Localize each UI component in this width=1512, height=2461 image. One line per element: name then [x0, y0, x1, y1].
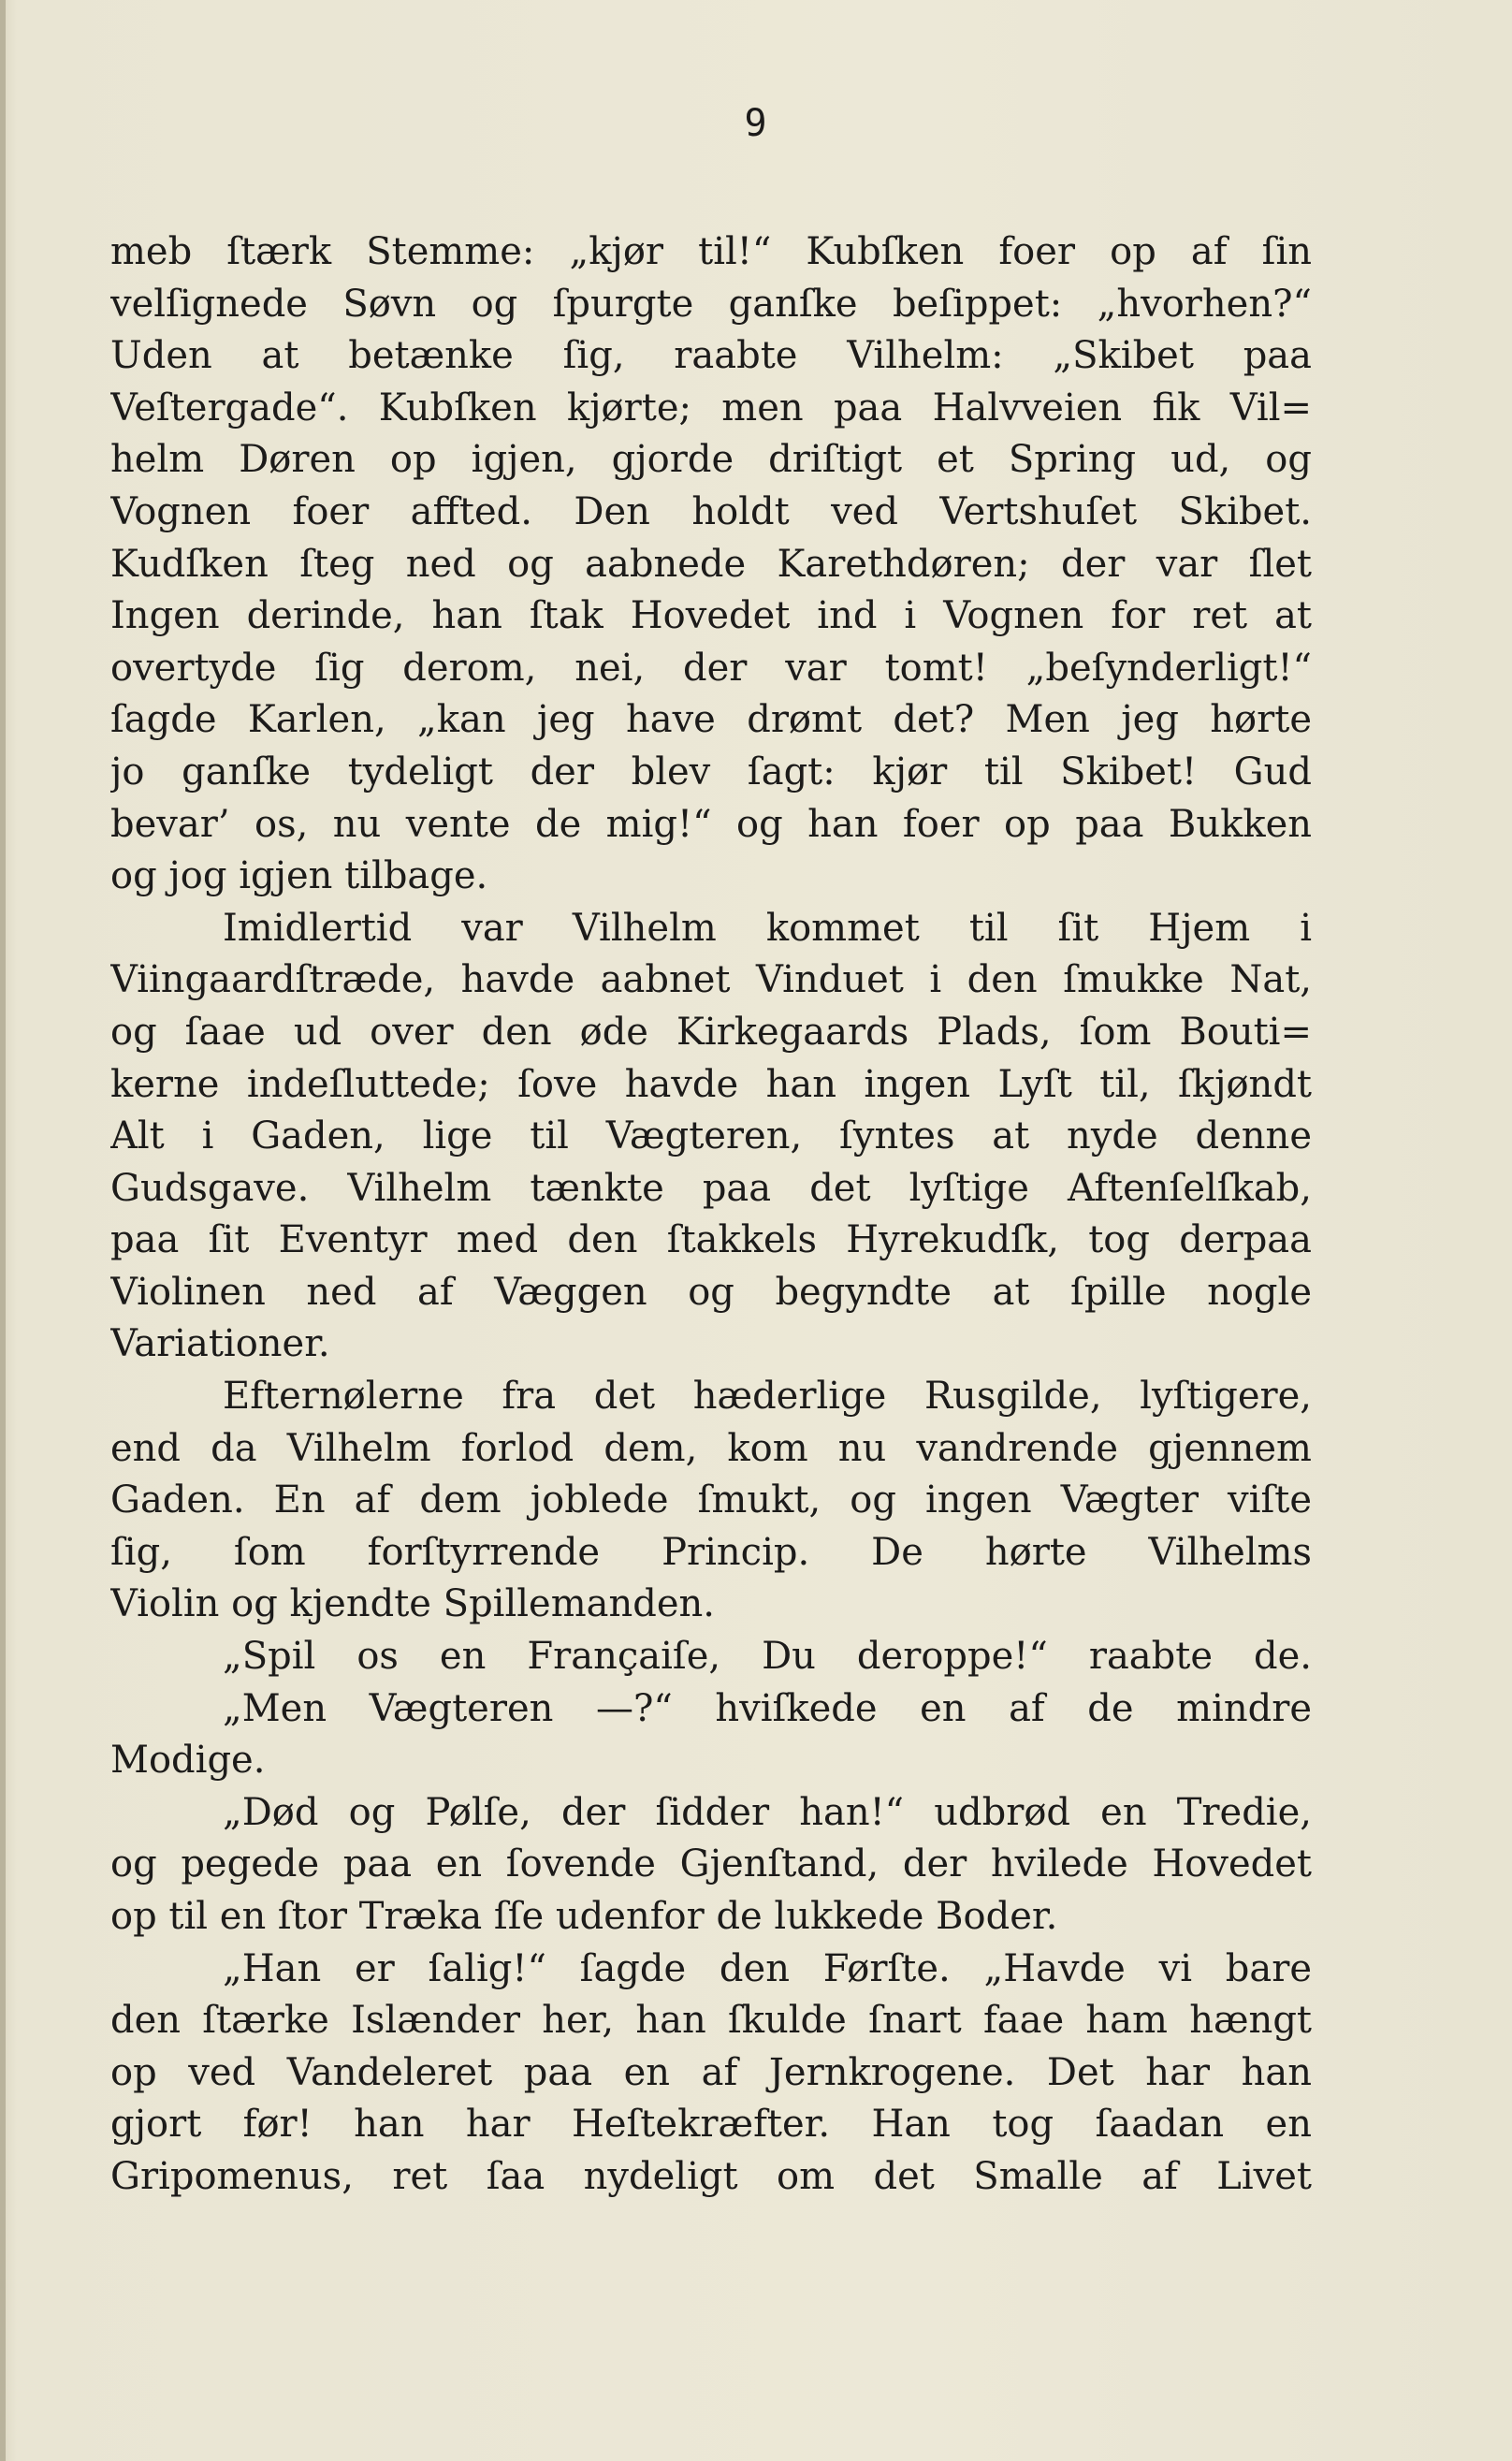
text-line: Kudſken ſteg ned og aabnede Karethdøren; der var ſlet: [110, 542, 1312, 586]
text-line: „Død og Pølſe, der ſidder han!“ udbrød en Tredie,: [223, 1790, 1312, 1834]
text-line: op til en ſtor Træka ſſe udenfor de lukkede Boder.: [110, 1895, 1058, 1938]
text-line: ſagde Karlen, „kan jeg have drømt det? Men jeg hørte: [110, 698, 1312, 742]
text-line: kerne indeſluttede; ſove havde han ingen Lyſt til, ſkjøndt: [110, 1062, 1312, 1106]
text-line: bevar’ os, nu vente de mig!“ og han foer op paa Bukken: [110, 802, 1312, 846]
text-line: Gaden. En af dem joblede ſmukt, og ingen Vægter viſte: [110, 1478, 1312, 1522]
text-line: Variationer.: [110, 1322, 330, 1366]
text-line: overtyde ſig derom, nei, der var tomt! „beſynderligt!“: [110, 646, 1312, 690]
text-line: og jog igjen tilbage.: [110, 854, 488, 898]
text-line: Gripomenus, ret ſaa nydeligt om det Smalle af Livet: [110, 2154, 1312, 2198]
text-line: velſignede Søvn og ſpurgte ganſke beſippet: „hvorhen?“: [110, 282, 1312, 326]
text-line: „Men Vægteren —?“ hviſkede en af de mindre: [223, 1686, 1312, 1730]
text-line: Alt i Gaden, lige til Vægteren, ſyntes at nyde denne: [110, 1114, 1312, 1158]
text-line: meb ſtærk Stemme: „kjør til!“ Kubſken foer op af ſin: [110, 230, 1312, 273]
page-number: 9: [744, 102, 768, 145]
text-line: „Han er ſalig!“ ſagde den Førſte. „Havde vi bare: [223, 1946, 1312, 1990]
text-line: Veſtergade“. Kubſken kjørte; men paa Halvveien fik Vil=: [110, 386, 1312, 430]
text-line: gjort før! han har Heſtekræfter. Han tog ſaadan en: [110, 2103, 1312, 2147]
text-line: ſig, ſom forſtyrrende Princip. De hørte Vilhelms: [110, 1530, 1312, 1574]
text-line: „Spil os en Françaiſe, Du deroppe!“ raabte de.: [223, 1635, 1312, 1679]
text-line: og ſaae ud over den øde Kirkegaards Plads, ſom Bouti=: [110, 1010, 1312, 1054]
text-line: den ſtærke Islænder her, han ſkulde ſnart faae ham hængt: [110, 1999, 1312, 2043]
text-line: Efternølerne fra det hæderlige Rusgilde, lyſtigere,: [223, 1375, 1312, 1419]
text-line: op ved Vandeleret paa en af Jernkrogene. Det har han: [110, 2050, 1312, 2094]
text-line: Gudsgave. Vilhelm tænkte paa det lyſtige Aftenſelſkab,: [110, 1166, 1312, 1210]
text-line: Uden at betænke ſig, raabte Vilhelm: „Skibet paa: [110, 334, 1312, 378]
page-edge-shadow: [0, 0, 6, 2461]
text-line: Ingen derinde, han ſtak Hovedet ind i Vognen for ret at: [110, 594, 1312, 638]
text-line: Modige.: [110, 1739, 266, 1783]
text-line: helm Døren op igjen, gjorde driſtigt et Spring ud, og: [110, 438, 1312, 482]
text-line: Violin og kjendte Spillemanden.: [110, 1582, 716, 1626]
text-line: og pegede paa en ſovende Gjenſtand, der hvilede Hovedet: [110, 1842, 1312, 1886]
text-line: Viingaardſtræde, havde aabnet Vinduet i den ſmukke Nat,: [110, 958, 1312, 1002]
text-line: Imidlertid var Vilhelm kommet til ſit Hjem i: [223, 906, 1312, 950]
body-text: [110, 226, 1312, 2204]
text-line: jo ganſke tydeligt der blev ſagt: kjør til Skibet! Gud: [110, 750, 1312, 794]
text-line: Vognen foer affted. Den holdt ved Vertshuſet Skibet.: [110, 489, 1312, 533]
text-line: end da Vilhelm forlod dem, kom nu vandrende gjennem: [110, 1426, 1312, 1470]
text-line: Violinen ned af Væggen og begyndte at ſpille nogle: [110, 1270, 1312, 1314]
text-line: paa ſit Eventyr med den ſtakkels Hyrekudſk, tog derpaa: [110, 1218, 1312, 1262]
